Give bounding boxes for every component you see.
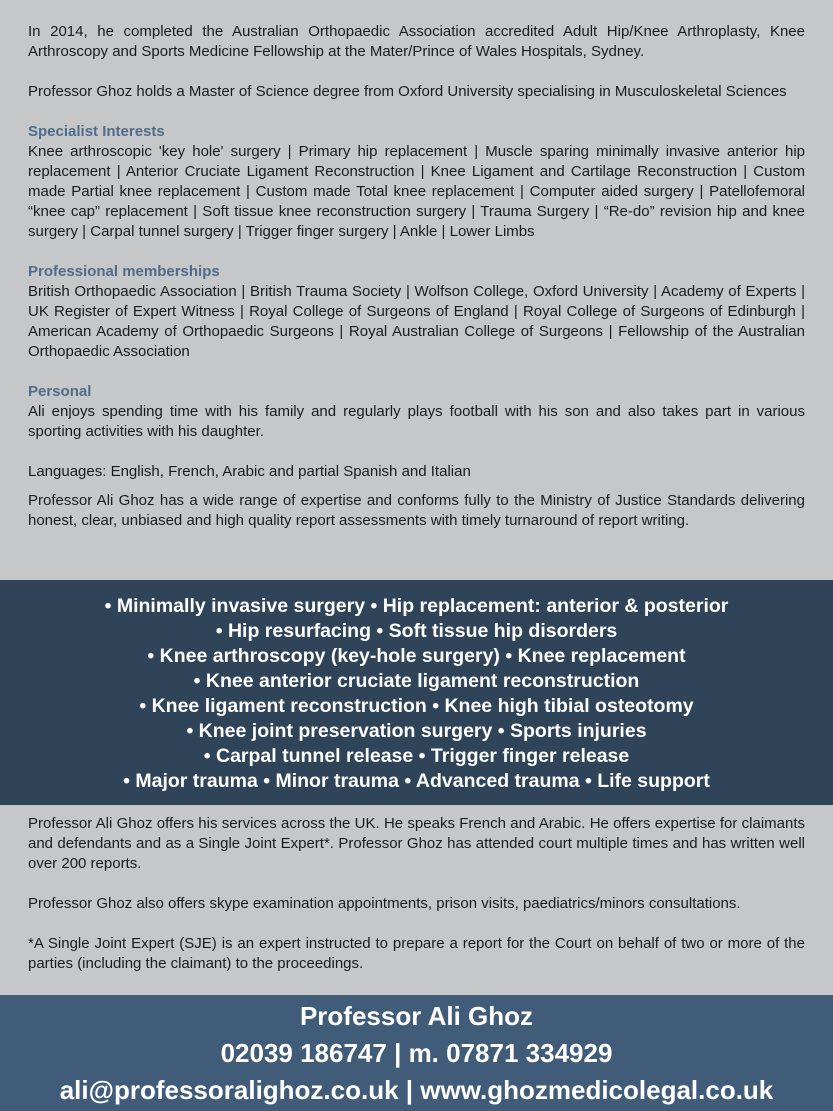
procedure-line: • Knee ligament reconstruction • Knee high tibial osteotomy — [139, 695, 694, 717]
procedure-line: • Hip resurfacing • Soft tissue hip disorders — [215, 620, 618, 642]
procedure-line: • Knee joint preservation surgery • Sports injuries — [186, 720, 647, 742]
procedure-line: • Major trauma • Minor trauma • Advanced trauma • Life support — [123, 770, 710, 792]
services-paragraph: Professor Ali Ghoz offers his services across the UK. He speaks French and Arabic. He offers expertise for claimants and defendants and as a Single Joint Expert*. Professor Ghoz has attended court multiple times and has written well over 200 reports. — [28, 815, 805, 872]
memberships-heading: Professional memberships — [28, 263, 220, 280]
appointments-paragraph: Professor Ghoz also offers skype examination appointments, prison visits, paediatrics/minors consultations. — [28, 895, 741, 912]
procedures-banner — [0, 580, 833, 805]
personal-heading: Personal — [28, 383, 92, 400]
contact-name: Professor Ali Ghoz — [299, 1001, 534, 1031]
interests-text: Knee arthroscopic 'key hole' surgery | Primary hip replacement | Muscle sparing minimally invasive anterior hip replacement | Anterior Cruciate Ligament Reconstruction | Knee Ligament and Cartilage Reconstruction | Custom made Partial knee replacement | Custom made Total knee replacement | Computer aided surgery | Patellofemoral “knee cap” replacement | Soft tissue knee reconstruction surgery | Trauma Surgery | “Re-do” revision hip and knee surgery | Carpal tunnel surgery | Trigger finger surgery | Ankle | Lower Limbs — [28, 143, 805, 240]
contact-phones: 02039 186747 | m. 07871 334929 — [220, 1038, 613, 1068]
languages-text: Languages: English, French, Arabic and partial Spanish and Italian — [28, 463, 471, 480]
personal-text: Ali enjoys spending time with his family and regularly plays football with his son and also takes part in various sporting activities with his daughter. — [28, 403, 805, 440]
contact-email-website: ali@professoralighoz.co.uk | www.ghozmedicolegal.co.uk — [59, 1075, 774, 1105]
sje-footnote: *A Single Joint Expert (SJE) is an expert instructed to prepare a report for the Court on behalf of two or more of the parties (including the claimant) to the proceedings. — [28, 935, 805, 972]
services-section — [28, 814, 805, 974]
procedure-line: • Minimally invasive surgery • Hip replacement: anterior & posterior — [104, 595, 729, 617]
contact-footer — [0, 995, 833, 1111]
procedure-line: • Carpal tunnel release • Trigger finger release — [203, 745, 630, 767]
interests-heading: Specialist Interests — [28, 123, 165, 140]
education-paragraph: Professor Ghoz holds a Master of Science degree from Oxford University specialising in Musculoskeletal Sciences — [28, 83, 787, 100]
procedure-line: • Knee anterior cruciate ligament reconstruction — [193, 670, 640, 692]
fellowship-paragraph: In 2014, he completed the Australian Orthopaedic Association accredited Adult Hip/Knee Arthroplasty, Knee Arthroscopy and Sports Medicine Fellowship at the Mater/Prince of Wales Hospitals, Sydney. — [28, 23, 805, 60]
biography-section — [0, 0, 833, 531]
expertise-paragraph: Professor Ali Ghoz has a wide range of expertise and conforms fully to the Ministry of Justice Standards delivering honest, clear, unbiased and high quality report assessments with timely turnaround of report writing. — [28, 492, 805, 529]
memberships-text: British Orthopaedic Association | British Trauma Society | Wolfson College, Oxford University | Academy of Experts | UK Register of Expert Witness | Royal College of Surgeons of England | Royal College of Surgeons of Edinburgh | American Academy of Orthopaedic Surgeons | Royal Australian College of Surgeons | Fellowship of the Australian Orthopaedic Association — [28, 283, 805, 360]
procedure-line: • Knee arthroscopy (key-hole surgery) • Knee replacement — [147, 645, 686, 667]
